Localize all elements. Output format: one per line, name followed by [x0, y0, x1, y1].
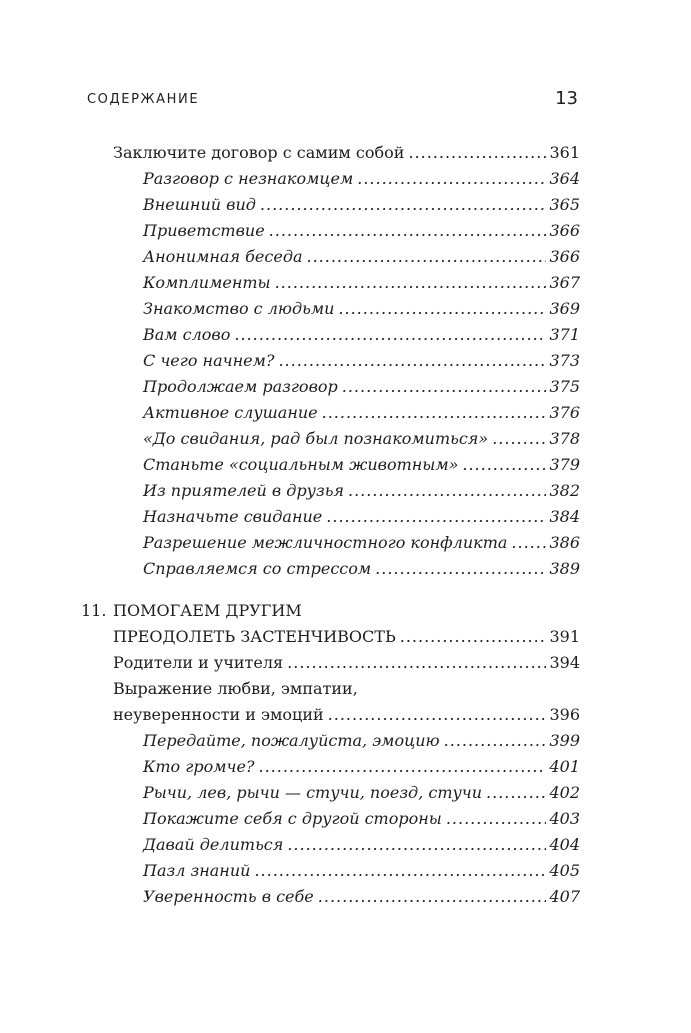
- toc-subentry[interactable]: [143, 832, 580, 858]
- toc-entry-page: 366: [549, 247, 580, 266]
- toc-entry-page: 361: [549, 143, 580, 162]
- toc-entry-title: Кто громче?: [143, 757, 255, 776]
- toc-leader-dots: [318, 884, 547, 910]
- toc-entry-title: Активное слушание: [143, 403, 318, 422]
- toc-entry-page: 369: [549, 299, 580, 318]
- toc-subentry[interactable]: [143, 858, 580, 884]
- toc-entry-title: Рычи, лев, рычи — стучи, поезд, стучи: [143, 783, 483, 802]
- toc-leader-dots: [328, 702, 547, 728]
- toc-leader-dots: [287, 650, 546, 676]
- toc-leader-dots: [400, 624, 547, 650]
- toc-entry-title: Комплименты: [143, 273, 271, 292]
- toc-entry-page: 376: [549, 403, 580, 422]
- toc-entry-page: 364: [549, 169, 580, 188]
- toc-leader-dots: [254, 858, 546, 884]
- toc-subentry[interactable]: [143, 400, 580, 426]
- toc-chapter-entry[interactable]: [113, 624, 580, 650]
- toc-entry-title: Назначьте свидание: [143, 507, 323, 526]
- toc-entry-title: Заключите договор с самим собой: [113, 143, 405, 162]
- toc-subentry[interactable]: [143, 244, 580, 270]
- toc-entry-page: 384: [549, 507, 580, 526]
- toc-leader-dots: [357, 166, 546, 192]
- toc-entry-page: 394: [549, 653, 580, 672]
- toc-entry-page: 371: [549, 325, 580, 344]
- toc-entry-page: 402: [549, 783, 580, 802]
- toc-entry-page: 389: [549, 559, 580, 578]
- toc-subentry[interactable]: [143, 884, 580, 910]
- toc-leader-dots: [307, 244, 547, 270]
- toc-entry-page: 379: [549, 455, 580, 474]
- toc-entry-page: 403: [549, 809, 580, 828]
- toc-subentry[interactable]: [143, 374, 580, 400]
- toc-entry-title: Разрешение межличностного конфликта: [143, 533, 508, 552]
- toc-entry-page: 407: [549, 887, 580, 906]
- toc-entry-title: Продолжаем разговор: [143, 377, 338, 396]
- toc-leader-dots: [259, 754, 547, 780]
- toc-subentry[interactable]: [143, 556, 580, 582]
- toc-entry-title: ПРЕОДОЛЕТЬ ЗАСТЕНЧИВОСТЬ: [113, 627, 396, 646]
- toc-subentry[interactable]: [143, 452, 580, 478]
- toc-entry-page: 405: [549, 861, 580, 880]
- toc-entry-title: Разговор с незнакомцем: [143, 169, 354, 188]
- toc-entry-page: 366: [549, 221, 580, 240]
- toc-subentry[interactable]: [143, 504, 580, 530]
- toc-subentry[interactable]: [143, 348, 580, 374]
- toc-leader-dots: [322, 400, 547, 426]
- toc-entry-page: 375: [549, 377, 580, 396]
- toc-subentry[interactable]: [143, 478, 580, 504]
- toc-subentry[interactable]: [143, 270, 580, 296]
- toc-entry[interactable]: [113, 650, 580, 676]
- toc-subentry[interactable]: [143, 426, 580, 452]
- toc-entry-page: 386: [549, 533, 580, 552]
- toc-subentry[interactable]: [143, 806, 580, 832]
- toc-entry-page: 382: [549, 481, 580, 500]
- toc-subentry[interactable]: [143, 530, 580, 556]
- toc-leader-dots: [444, 728, 547, 754]
- toc-entry-page: 367: [549, 273, 580, 292]
- toc-entry-title: Внешний вид: [143, 195, 256, 214]
- toc-entry-title: Вам слово: [143, 325, 231, 344]
- toc-leader-dots: [348, 478, 546, 504]
- page-number: 13: [555, 88, 578, 109]
- toc-leader-dots: [462, 452, 546, 478]
- toc-entry[interactable]: [113, 702, 580, 728]
- toc-entry-title: Приветствие: [143, 221, 265, 240]
- toc-subentry[interactable]: [143, 322, 580, 348]
- toc-leader-dots: [486, 780, 546, 806]
- toc-entry-page: 378: [549, 429, 580, 448]
- toc-leader-dots: [275, 270, 547, 296]
- toc-leader-dots: [234, 322, 546, 348]
- toc-entry-page: 391: [549, 627, 580, 646]
- toc-entry-title-line1: Выражение любви, эмпатии,: [113, 679, 358, 698]
- toc-leader-dots: [342, 374, 547, 400]
- toc-entry-title: Передайте, пожалуйста, эмоцию: [143, 731, 440, 750]
- toc-leader-dots: [260, 192, 547, 218]
- toc-entry-title: «До свидания, рад был познакомиться»: [143, 429, 489, 448]
- toc-entry[interactable]: [113, 140, 580, 166]
- toc-leader-dots: [446, 806, 547, 832]
- toc-leader-dots: [408, 140, 546, 166]
- toc-subentry[interactable]: [143, 754, 580, 780]
- toc-leader-dots: [375, 556, 546, 582]
- toc-entry-title: Уверенность в себе: [143, 887, 314, 906]
- toc-entry-page: 365: [549, 195, 580, 214]
- toc-entry-title: Станьте «социальным животным»: [143, 455, 459, 474]
- chapter-number: 11.: [81, 601, 107, 620]
- toc-entry-page: 404: [549, 835, 580, 854]
- toc-leader-dots: [278, 348, 546, 374]
- toc-leader-dots: [326, 504, 546, 530]
- toc-entry-page: 373: [549, 351, 580, 370]
- chapter-title-line1: ПОМОГАЕМ ДРУГИМ: [113, 601, 302, 620]
- toc-entry-page: 396: [549, 705, 580, 724]
- toc-leader-dots: [269, 218, 547, 244]
- toc-entry-title: Анонимная беседа: [143, 247, 303, 266]
- toc-entry-title: Пазл знаний: [143, 861, 251, 880]
- running-head: СОДЕРЖАНИЕ: [87, 92, 200, 107]
- toc-leader-dots: [492, 426, 546, 452]
- toc-subentry[interactable]: [143, 166, 580, 192]
- toc-entry-title: Давай делиться: [143, 835, 284, 854]
- toc-entry-title: С чего начнем?: [143, 351, 275, 370]
- toc-subentry[interactable]: [143, 192, 580, 218]
- toc-entry-title: Покажите себя с другой стороны: [143, 809, 442, 828]
- toc-entry-title: Справляемся со стрессом: [143, 559, 372, 578]
- toc-entry-page: 401: [549, 757, 580, 776]
- toc-entry-title: Из приятелей в друзья: [143, 481, 344, 500]
- toc-subentry[interactable]: [143, 780, 580, 806]
- toc-leader-dots: [511, 530, 546, 556]
- toc-subentry[interactable]: [143, 218, 580, 244]
- toc-entry-title: Родители и учителя: [113, 653, 284, 672]
- toc-subentry[interactable]: [143, 296, 580, 322]
- toc-subentry[interactable]: [143, 728, 580, 754]
- toc-leader-dots: [338, 296, 546, 322]
- toc-entry-page: 399: [549, 731, 580, 750]
- toc-leader-dots: [287, 832, 546, 858]
- toc-entry-title: Знакомство с людьми: [143, 299, 335, 318]
- toc-entry-title: неуверенности и эмоций: [113, 705, 324, 724]
